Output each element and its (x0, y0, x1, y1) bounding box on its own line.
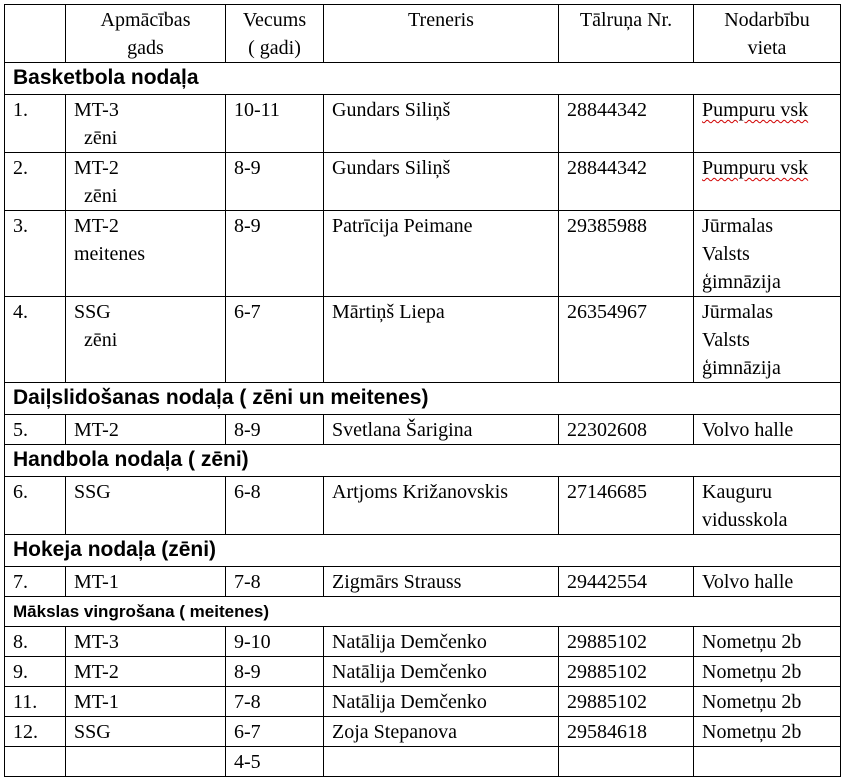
phone-cell: 29885102 (559, 627, 694, 657)
section-row (5, 597, 841, 627)
section-title: Handbola nodaļa ( zēni) (5, 445, 841, 477)
location-text: Valsts (702, 329, 750, 351)
age-cell: 6-8 (226, 477, 324, 535)
age-cell: 6-7 (226, 297, 324, 383)
phone-cell: 28844342 (559, 153, 694, 211)
location-cell (694, 747, 841, 777)
location-text: Kauguru (702, 481, 772, 503)
row-number (5, 747, 66, 777)
location-text: Valsts (702, 243, 750, 265)
group-text: MT-1 (74, 691, 119, 713)
training-group (66, 477, 226, 535)
section-row (5, 445, 841, 477)
coach-cell (324, 747, 559, 777)
age-cell: 4-5 (226, 747, 324, 777)
phone-cell: 29885102 (559, 657, 694, 687)
header-coach: Treneris (324, 5, 559, 63)
coach-cell: Zigmārs Strauss (324, 567, 559, 597)
location-cell (694, 687, 841, 717)
age-cell: 8-9 (226, 153, 324, 211)
section-row (5, 383, 841, 415)
table-row (5, 415, 841, 445)
header-text: Nodarbību (724, 9, 810, 31)
age-cell: 6-7 (226, 717, 324, 747)
training-group (66, 415, 226, 445)
table-row (5, 211, 841, 297)
location-cell (694, 297, 841, 383)
table-row (5, 717, 841, 747)
row-number: 2. (5, 153, 66, 211)
group-text: SSG (74, 301, 111, 323)
training-group (66, 297, 226, 383)
section-title: Basketbola nodaļa (5, 63, 841, 95)
header-phone: Tālruņa Nr. (559, 5, 694, 63)
age-cell: 7-8 (226, 687, 324, 717)
location-text: vidusskola (702, 509, 788, 531)
row-number: 8. (5, 627, 66, 657)
section-row (5, 535, 841, 567)
age-cell: 10-11 (226, 95, 324, 153)
header-age (226, 5, 324, 63)
table-row (5, 567, 841, 597)
row-number: 12. (5, 717, 66, 747)
row-number: 4. (5, 297, 66, 383)
training-group (66, 657, 226, 687)
table-row (5, 657, 841, 687)
table-row (5, 477, 841, 535)
coach-cell: Natālija Demčenko (324, 657, 559, 687)
location-cell (694, 567, 841, 597)
training-group (66, 627, 226, 657)
group-text: MT-3 (74, 99, 119, 121)
group-text: MT-2 (74, 215, 119, 237)
header-training-year (66, 5, 226, 63)
table-row (5, 297, 841, 383)
row-number: 1. (5, 95, 66, 153)
training-group (66, 95, 226, 153)
table-row (5, 153, 841, 211)
location-cell (694, 657, 841, 687)
location-text: Jūrmalas (702, 215, 774, 237)
group-text: MT-1 (74, 571, 119, 593)
coach-cell: Zoja Stepanova (324, 717, 559, 747)
age-cell: 8-9 (226, 657, 324, 687)
location-text: Pumpuru vsk (702, 99, 809, 121)
group-text: SSG (74, 721, 111, 743)
table-row (5, 687, 841, 717)
coach-cell: Mārtiņš Liepa (324, 297, 559, 383)
location-text: Nometņu 2b (702, 661, 802, 683)
coach-cell: Natālija Demčenko (324, 627, 559, 657)
location-cell (694, 717, 841, 747)
coach-cell: Natālija Demčenko (324, 687, 559, 717)
header-text: gads (127, 37, 164, 59)
age-cell: 8-9 (226, 415, 324, 445)
row-number: 5. (5, 415, 66, 445)
header-num (5, 5, 66, 63)
coach-cell: Svetlana Šarigina (324, 415, 559, 445)
location-cell (694, 211, 841, 297)
schedule-table (4, 4, 841, 777)
training-group (66, 153, 226, 211)
age-cell: 8-9 (226, 211, 324, 297)
coach-cell: Gundars Siliņš (324, 153, 559, 211)
group-text: zēni (84, 185, 118, 207)
age-cell: 7-8 (226, 567, 324, 597)
row-number: 6. (5, 477, 66, 535)
location-cell (694, 153, 841, 211)
phone-cell: 29584618 (559, 717, 694, 747)
location-cell (694, 95, 841, 153)
header-text: Apmācības (100, 9, 191, 31)
location-text: Volvo halle (702, 419, 794, 441)
phone-cell: 22302608 (559, 415, 694, 445)
group-text: zēni (84, 329, 118, 351)
training-group (66, 567, 226, 597)
group-text: SSG (74, 481, 111, 503)
phone-cell: 29442554 (559, 567, 694, 597)
coach-cell: Patrīcija Peimane (324, 211, 559, 297)
header-row (5, 5, 841, 63)
location-text: Nometņu 2b (702, 631, 802, 653)
location-text: Pumpuru vsk (702, 157, 809, 179)
table-row (5, 627, 841, 657)
location-text: ģimnāzija (702, 271, 781, 293)
phone-cell: 27146685 (559, 477, 694, 535)
age-cell: 9-10 (226, 627, 324, 657)
header-text: Vecums (242, 9, 307, 31)
training-group (66, 687, 226, 717)
phone-cell: 29885102 (559, 687, 694, 717)
section-title: Hokeja nodaļa (zēni) (5, 535, 841, 567)
coach-cell: Gundars Siliņš (324, 95, 559, 153)
location-text: ģimnāzija (702, 357, 781, 379)
location-cell (694, 627, 841, 657)
location-text: Jūrmalas (702, 301, 774, 323)
group-text: MT-3 (74, 631, 119, 653)
training-group (66, 211, 226, 297)
location-text: Nometņu 2b (702, 691, 802, 713)
group-text: meitenes (74, 243, 146, 265)
group-text: MT-2 (74, 419, 119, 441)
section-row (5, 63, 841, 95)
location-cell (694, 477, 841, 535)
location-text: Nometņu 2b (702, 721, 802, 743)
phone-cell: 26354967 (559, 297, 694, 383)
phone-cell (559, 747, 694, 777)
header-text: ( gadi) (248, 37, 301, 59)
group-text: MT-2 (74, 661, 119, 683)
header-text: vieta (747, 37, 787, 59)
phone-cell: 29385988 (559, 211, 694, 297)
row-number: 7. (5, 567, 66, 597)
location-text: Volvo halle (702, 571, 794, 593)
location-cell (694, 415, 841, 445)
table-row (5, 95, 841, 153)
group-text: MT-2 (74, 157, 119, 179)
row-number: 3. (5, 211, 66, 297)
coach-cell: Artjoms Križanovskis (324, 477, 559, 535)
table-row (5, 747, 841, 777)
section-title: Mākslas vingrošana ( meitenes) (5, 597, 841, 627)
phone-cell: 28844342 (559, 95, 694, 153)
header-location (694, 5, 841, 63)
row-number: 11. (5, 687, 66, 717)
row-number: 9. (5, 657, 66, 687)
training-group (66, 747, 226, 777)
group-text: zēni (84, 127, 118, 149)
section-title: Daiļslidošanas nodaļa ( zēni un meitenes) (5, 383, 841, 415)
training-group (66, 717, 226, 747)
